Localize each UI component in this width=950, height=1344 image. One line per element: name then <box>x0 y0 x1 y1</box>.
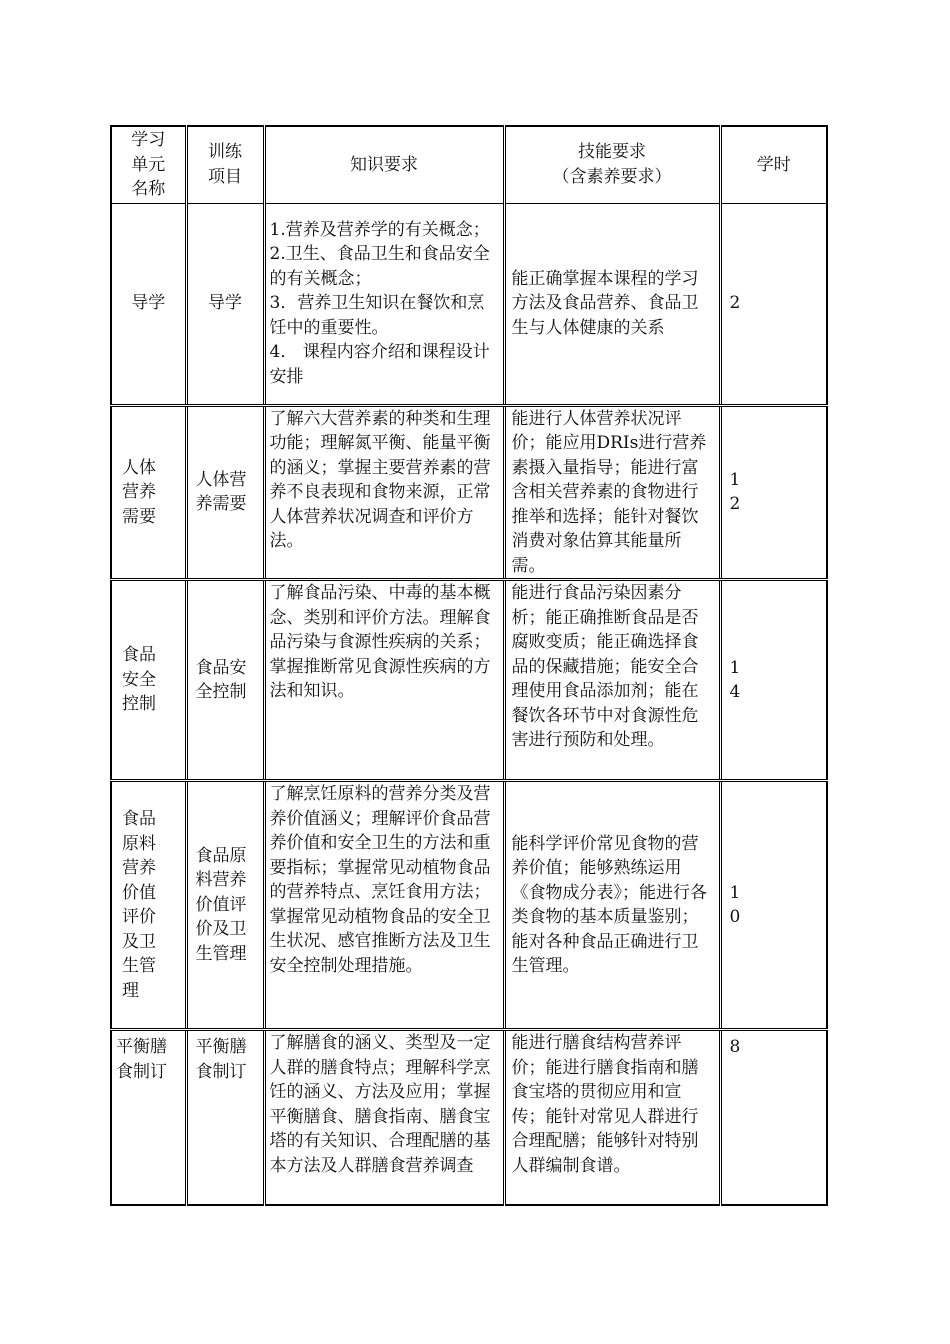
knowledge-item: 1.营养及营养学的有关概念； <box>269 219 490 240</box>
header-hours: 学时 <box>720 126 827 203</box>
cell-unit: 人体营养需要 <box>111 405 186 580</box>
header-skill-line2: （含素养要求） <box>552 166 672 187</box>
cell-skill: 能进行人体营养状况评价；能应用DRIs进行营养素摄入量指导；能进行富含相关营养素的食物进行推举和选择；能针对餐饮消费对象估算其能量所需。 <box>504 405 720 580</box>
cell-skill: 能科学评价常见食物的营养价值；能够熟练运用《食物成分表》；能进行各类食物的基本质量鉴别；能对各种食品正确进行卫生管理。 <box>504 781 720 1030</box>
cell-project: 食品原料营养价值评价及卫生管理 <box>186 781 264 1030</box>
cell-project: 导学 <box>186 203 264 405</box>
cell-knowledge: 了解膳食的涵义、类型及一定人群的膳食特点；理解科学烹饪的涵义、方法及应用；掌握平衡膳食、膳食指南、膳食宝塔的有关知识、合理配膳的基本方法及人群膳食营养调查 <box>264 1030 504 1205</box>
cell-skill: 能正确掌握本课程的学习方法及食品营养、食品卫生与人体健康的关系 <box>504 203 720 405</box>
table-row <box>111 781 827 1030</box>
knowledge-item: 4． 课程内容介绍和课程设计安排 <box>269 342 490 387</box>
header-knowledge: 知识要求 <box>264 126 504 203</box>
table-row <box>111 203 827 405</box>
cell-hours: 8 <box>720 1030 827 1205</box>
header-project: 训练项目 <box>186 126 264 203</box>
cell-project: 人体营养需要 <box>186 405 264 580</box>
cell-knowledge: 了解烹饪原料的营养分类及营养价值涵义；理解评价食品营养价值和安全卫生的方法和重要指标；掌握常见动植物食品的营养特点、烹饪食用方法；掌握常见动植物食品的安全卫生状况、感官推断方法及卫生安全控制处理措施。 <box>264 781 504 1030</box>
cell-hours: 2 <box>720 203 827 405</box>
cell-unit: 食品原料营养价值评价及卫生管理 <box>111 781 186 1030</box>
knowledge-item: 3．营养卫生知识在餐饮和烹饪中的重要性。 <box>269 293 485 338</box>
header-skill <box>504 126 720 203</box>
cell-knowledge: 了解食品污染、中毒的基本概念、类别和评价方法。理解食品污染与食源性疾病的关系；掌握推断常见食源性疾病的方法和知识。 <box>264 580 504 781</box>
cell-knowledge: 了解六大营养素的种类和生理功能；理解氮平衡、能量平衡的涵义；掌握主要营养素的营养不良表现和食物来源，正常人体营养状况调查和评价方法。 <box>264 405 504 580</box>
table-row <box>111 1030 827 1205</box>
cell-hours: 10 <box>720 781 827 1030</box>
cell-unit: 导学 <box>111 203 186 405</box>
knowledge-item: 2.卫生、食品卫生和食品安全的有关概念； <box>269 244 490 289</box>
cell-hours: 12 <box>720 405 827 580</box>
cell-project: 食品安全控制 <box>186 580 264 781</box>
header-skill-line1: 技能要求 <box>578 142 646 163</box>
table-row <box>111 580 827 781</box>
cell-unit: 平衡膳食制订 <box>111 1030 186 1205</box>
cell-project: 平衡膳食制订 <box>186 1030 264 1205</box>
cell-hours: 14 <box>720 580 827 781</box>
cell-skill: 能进行膳食结构营养评价；能进行膳食指南和膳食宝塔的贯彻应用和宣传；能针对常见人群进行合理配膳；能够针对特别人群编制食谱。 <box>504 1030 720 1205</box>
header-unit: 学习单元名称 <box>111 126 186 203</box>
curriculum-table <box>110 125 828 1206</box>
header-row <box>111 126 827 203</box>
table-row <box>111 405 827 580</box>
cell-skill: 能进行食品污染因素分析；能正确推断食品是否腐败变质；能正确选择食品的保藏措施；能安全合理使用食品添加剂；能在餐饮各环节中对食源性危害进行预防和处理。 <box>504 580 720 781</box>
cell-knowledge <box>264 203 504 405</box>
cell-unit: 食品安全控制 <box>111 580 186 781</box>
